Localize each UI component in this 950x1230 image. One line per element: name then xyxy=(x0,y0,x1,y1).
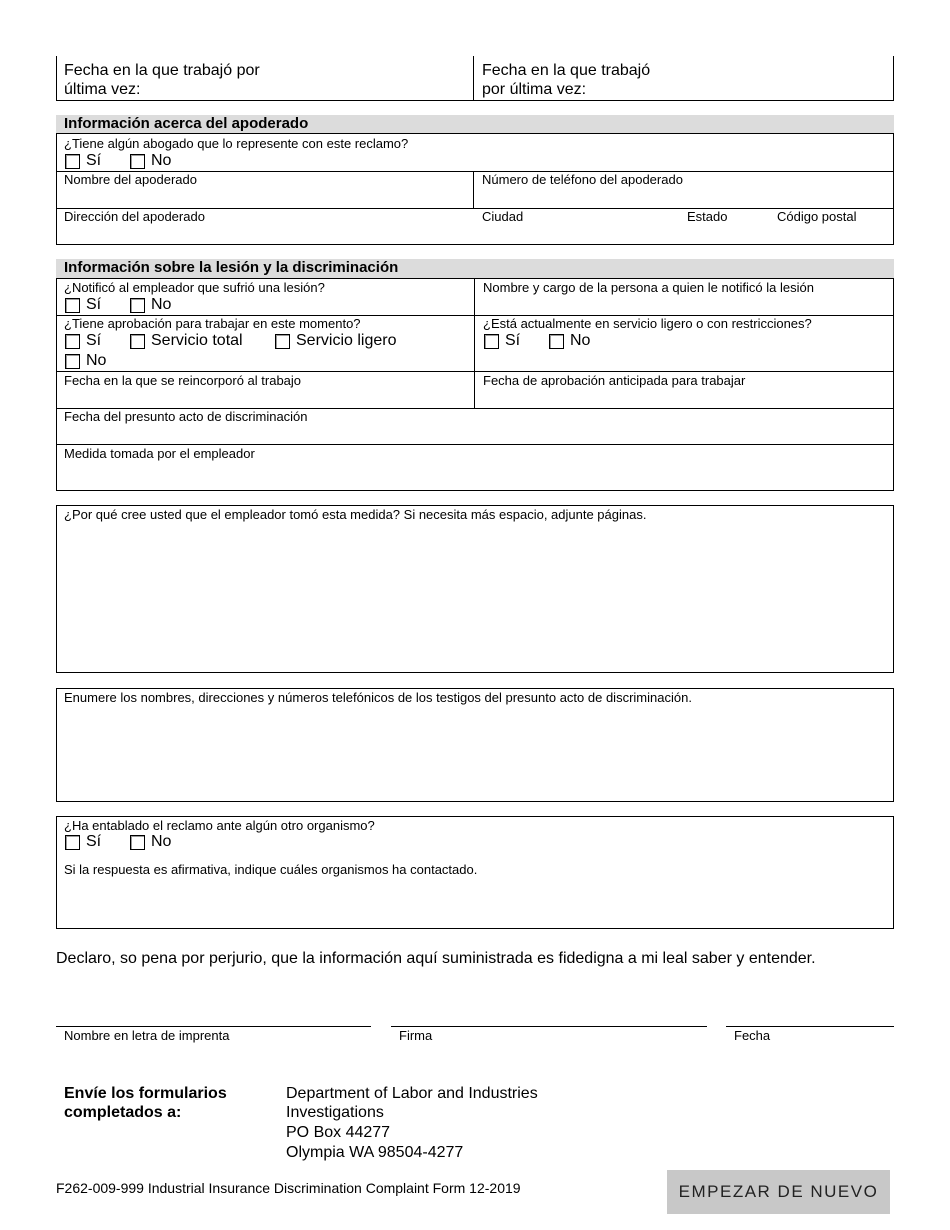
notified-person-field[interactable] xyxy=(475,279,893,315)
notified-person-label: Nombre y cargo de la persona a quien le notificó la lesión xyxy=(483,280,814,295)
other-agency-yes-checkbox[interactable] xyxy=(65,835,80,850)
signature-line xyxy=(391,1026,707,1027)
signature-field[interactable] xyxy=(391,1000,707,1026)
approval-full-duty-option[interactable]: Servicio total xyxy=(130,332,243,350)
top-bottom-border xyxy=(56,100,894,101)
approval-yes-checkbox[interactable] xyxy=(65,334,80,349)
employer-action-field[interactable] xyxy=(57,445,893,490)
other-agency-question: ¿Ha entablado el reclamo ante algún otro organismo? xyxy=(64,818,375,833)
injury-section-header: Información sobre la lesión y la discriminación xyxy=(56,259,894,278)
approval-no-checkbox[interactable] xyxy=(65,354,80,369)
last-worked-date-field-2[interactable] xyxy=(474,57,893,100)
declaration-text: Declaro, so pena por perjurio, que la información aquí suministrada es fidedigna a mi leal saber y entender. xyxy=(56,950,816,967)
mailing-address-line1: Department of Labor and Industries xyxy=(286,1085,538,1102)
attorney-state-field[interactable] xyxy=(680,209,770,244)
attorney-city-field[interactable] xyxy=(474,209,679,244)
notified-question: ¿Notificó al empleador que sufrió una lesión? xyxy=(64,280,325,295)
print-name-field[interactable] xyxy=(56,1000,371,1026)
attorney-phone-label: Número de teléfono del apoderado xyxy=(482,172,683,187)
last-worked-right-label-line1: Fecha en la que trabajó xyxy=(482,62,651,79)
form-id-footer: F262-009-999 Industrial Insurance Discrimination Complaint Form 12-2019 xyxy=(56,1180,521,1196)
mailing-label-line2: completados a: xyxy=(64,1104,182,1121)
other-agency-yes-option[interactable]: Sí xyxy=(65,833,101,851)
signature-label: Firma xyxy=(399,1028,433,1043)
reset-form-button[interactable]: EMPEZAR DE NUEVO xyxy=(667,1170,890,1214)
signature-date-label: Fecha xyxy=(734,1028,771,1043)
attorney-question: ¿Tiene algún abogado que lo represente con este reclamo? xyxy=(64,136,409,151)
print-name-line xyxy=(56,1026,371,1027)
light-duty-no-checkbox[interactable] xyxy=(549,334,564,349)
last-worked-right-label-line2: por última vez: xyxy=(482,81,587,98)
attorney-phone-field[interactable] xyxy=(474,172,893,208)
anticipated-date-label: Fecha de aprobación anticipada para trabajar xyxy=(483,373,746,388)
attorney-address-label: Dirección del apoderado xyxy=(64,209,205,224)
approval-no-option[interactable]: No xyxy=(65,352,106,370)
attorney-name-label: Nombre del apoderado xyxy=(64,172,197,187)
light-duty-yes-checkbox[interactable] xyxy=(484,334,499,349)
mailing-address-line2: Investigations xyxy=(286,1104,384,1121)
attorney-address-field[interactable] xyxy=(57,209,473,244)
attorney-yes-option[interactable]: Sí xyxy=(65,152,101,170)
attorney-city-label: Ciudad xyxy=(482,209,524,224)
print-name-label: Nombre en letra de imprenta xyxy=(64,1028,230,1043)
employer-action-label: Medida tomada por el empleador xyxy=(64,446,255,461)
attorney-name-field[interactable] xyxy=(57,172,473,208)
discrimination-date-field[interactable] xyxy=(57,409,893,444)
attorney-yes-checkbox[interactable] xyxy=(65,154,80,169)
last-worked-label-line1: Fecha en la que trabajó por xyxy=(64,62,260,79)
attorney-state-label: Estado xyxy=(687,209,728,224)
approval-question: ¿Tiene aprobación para trabajar en este momento? xyxy=(64,316,361,331)
light-duty-no-option[interactable]: No xyxy=(549,332,590,350)
attorney-section-header: Información acerca del apoderado xyxy=(56,115,894,134)
signature-date-field[interactable] xyxy=(726,1000,894,1026)
other-agency-which-label: Si la respuesta es afirmativa, indique cuáles organismos ha contactado. xyxy=(64,862,478,877)
light-duty-question: ¿Está actualmente en servicio ligero o con restricciones? xyxy=(483,316,812,331)
date-line xyxy=(726,1026,894,1027)
mailing-label-line1: Envíe los formularios xyxy=(64,1085,227,1102)
witnesses-label: Enumere los nombres, direcciones y números telefónicos de los testigos del presunto acto de discriminación. xyxy=(64,690,692,705)
notified-yes-option[interactable]: Sí xyxy=(65,296,101,314)
approval-light-duty-option[interactable]: Servicio ligero xyxy=(275,332,396,350)
notified-no-checkbox[interactable] xyxy=(130,298,145,313)
approval-yes-option[interactable]: Sí xyxy=(65,332,101,350)
why-label: ¿Por qué cree usted que el empleador tomó esta medida? Si necesita más espacio, adjunte páginas. xyxy=(64,507,647,522)
mailing-address-line3: PO Box 44277 xyxy=(286,1124,391,1141)
return-date-label: Fecha en la que se reincorporó al trabajo xyxy=(64,373,302,388)
approval-full-duty-checkbox[interactable] xyxy=(130,334,145,349)
return-date-field[interactable] xyxy=(57,372,474,408)
anticipated-date-field[interactable] xyxy=(475,372,893,408)
attorney-zip-field[interactable] xyxy=(771,209,893,244)
attorney-no-checkbox[interactable] xyxy=(130,154,145,169)
last-worked-date-field[interactable] xyxy=(57,57,473,100)
approval-light-duty-checkbox[interactable] xyxy=(275,334,290,349)
witnesses-textarea[interactable] xyxy=(57,707,893,801)
other-agency-which-field[interactable] xyxy=(57,879,893,928)
light-duty-yes-option[interactable]: Sí xyxy=(484,332,520,350)
discrimination-date-label: Fecha del presunto acto de discriminación xyxy=(64,409,308,424)
last-worked-label-line2: última vez: xyxy=(64,81,141,98)
attorney-no-option[interactable]: No xyxy=(130,152,171,170)
attorney-zip-label: Código postal xyxy=(777,209,857,224)
notified-no-option[interactable]: No xyxy=(130,296,171,314)
mailing-address-line4: Olympia WA 98504-4277 xyxy=(286,1144,464,1161)
top-right-border xyxy=(893,56,894,101)
notified-yes-checkbox[interactable] xyxy=(65,298,80,313)
why-textarea[interactable] xyxy=(57,524,893,672)
other-agency-no-checkbox[interactable] xyxy=(130,835,145,850)
other-agency-no-option[interactable]: No xyxy=(130,833,171,851)
